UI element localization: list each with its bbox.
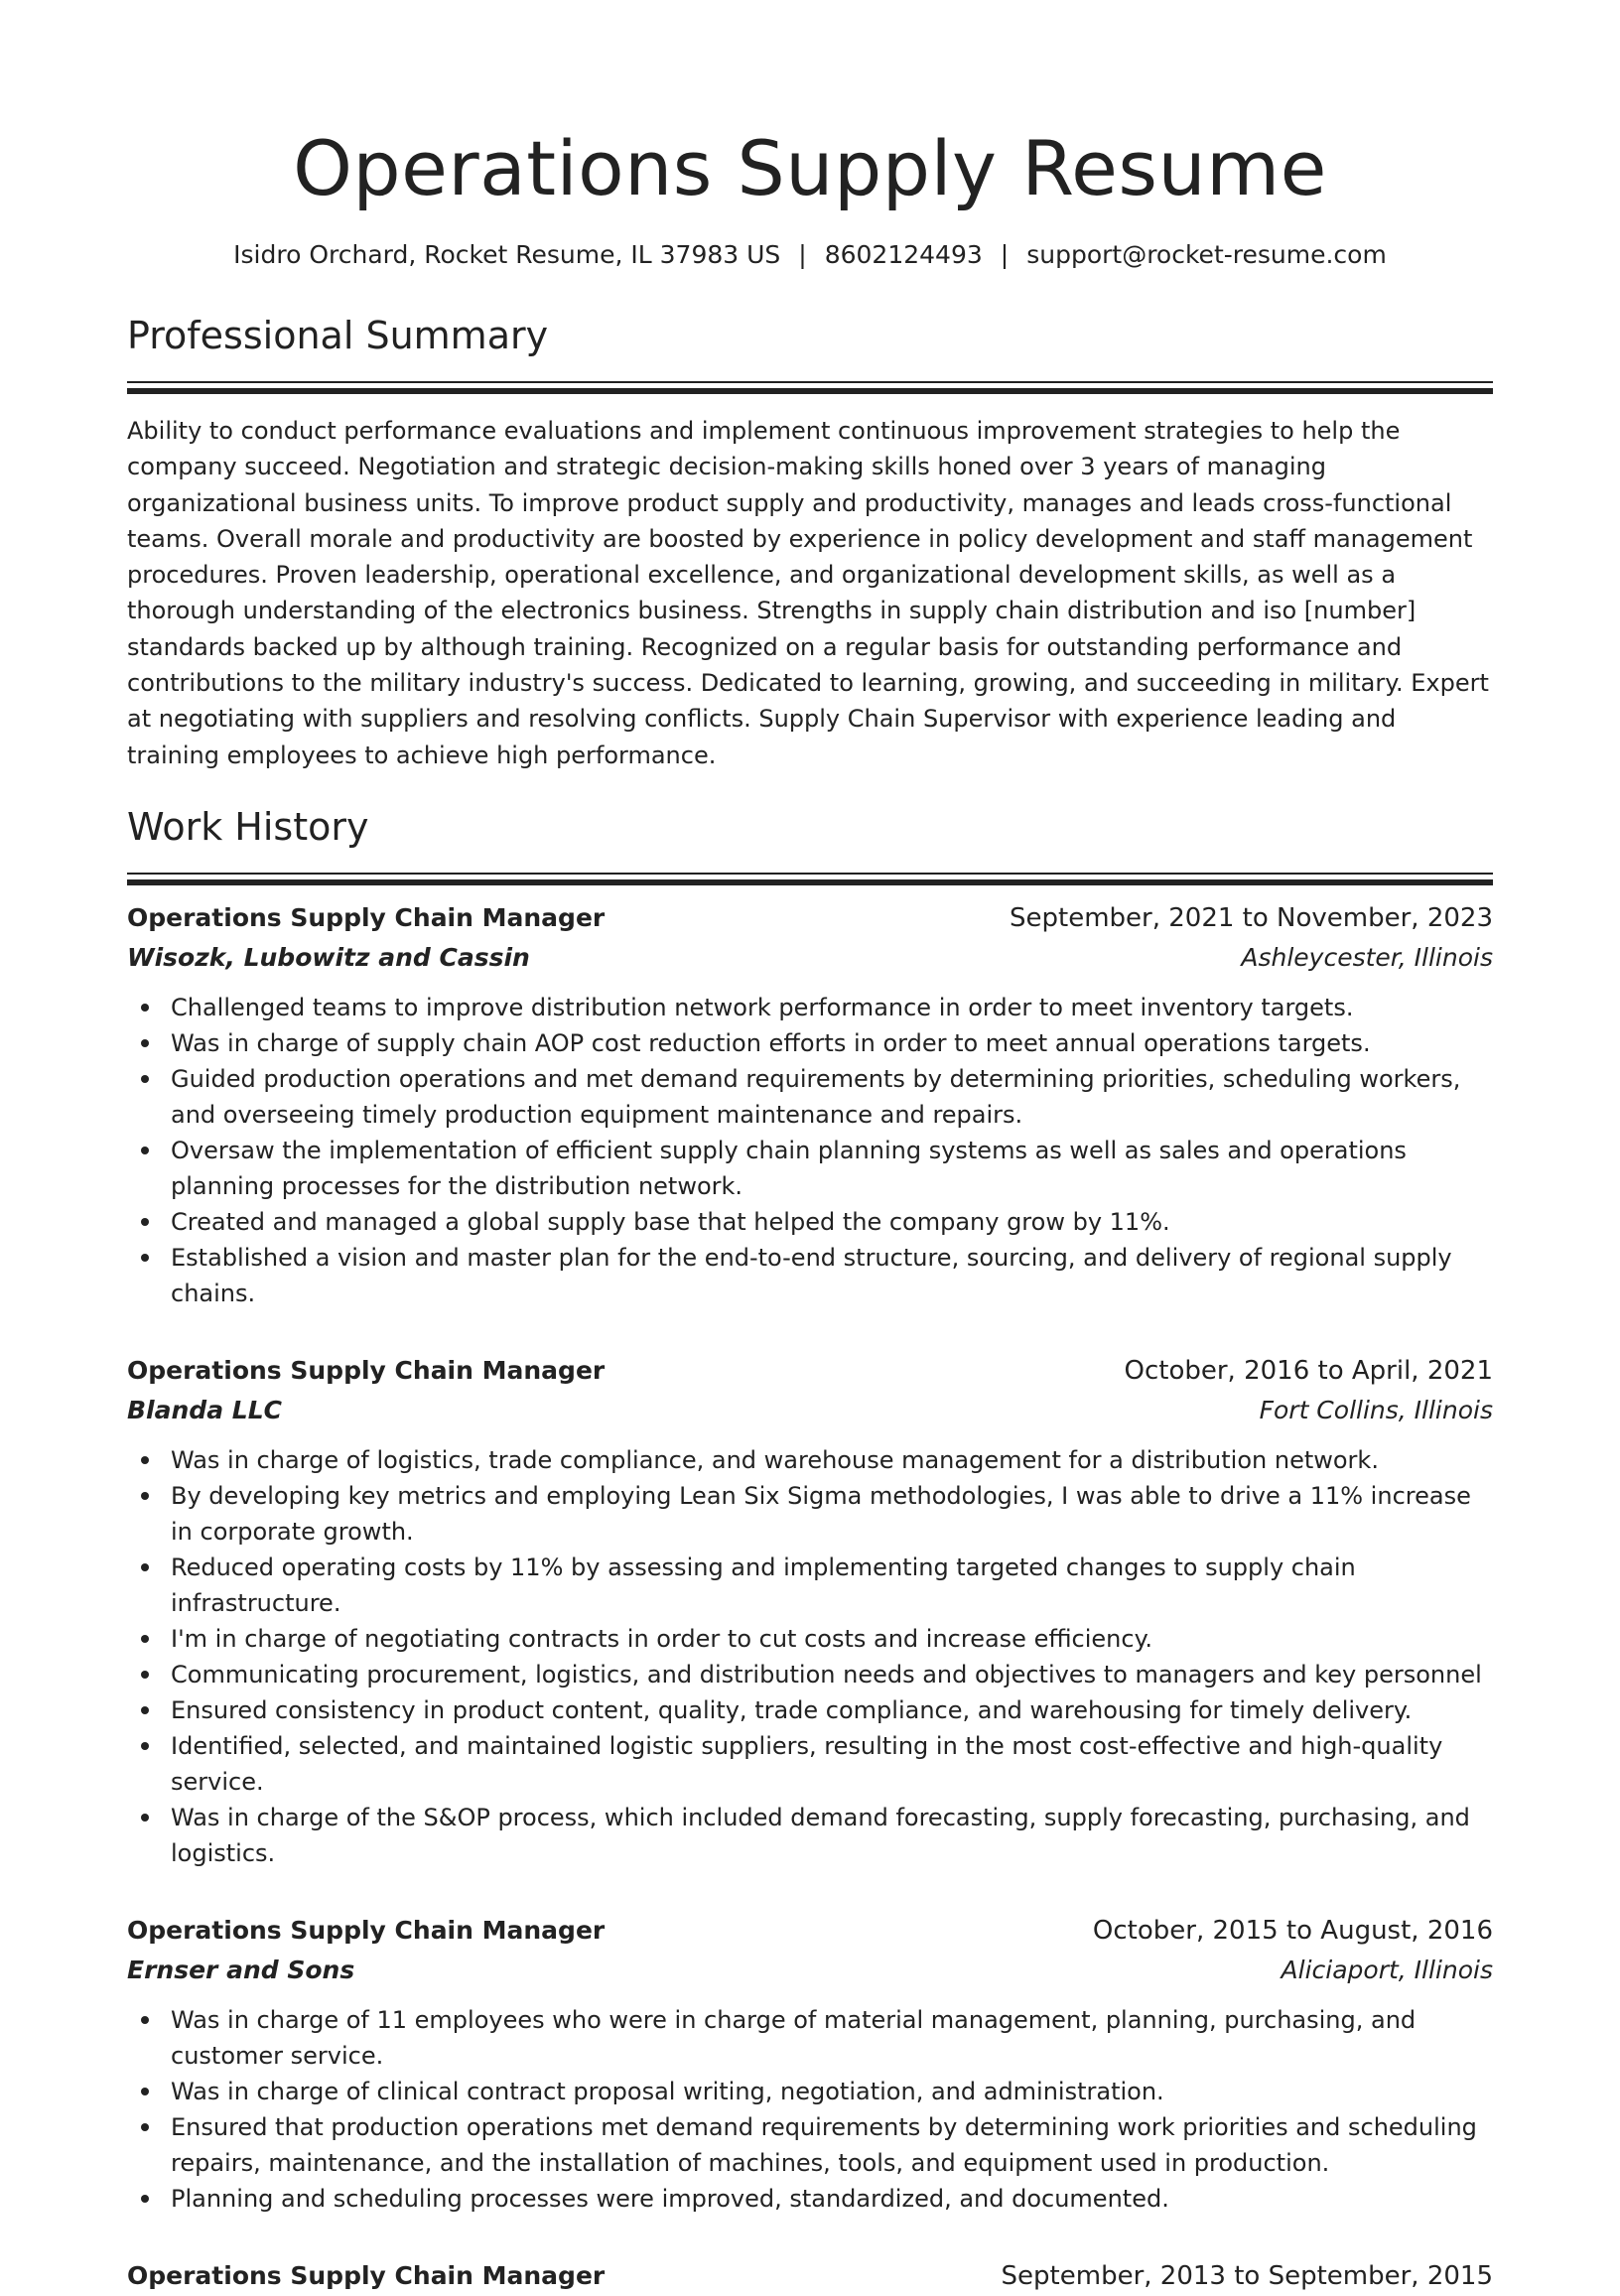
- job-bullet: Challenged teams to improve distribution network performance in order to meet inventory targets.: [127, 990, 1493, 1025]
- job-company-row: [127, 1391, 1493, 1430]
- work-history-section: [127, 801, 1493, 2296]
- job-header-row: [127, 1911, 1493, 1951]
- job-bullet: Identified, selected, and maintained logistic suppliers, resulting in the most cost-effective and high-quality service.: [127, 1728, 1493, 1800]
- contact-separator: |: [1000, 240, 1010, 269]
- job-company: Ernser and Sons: [127, 1955, 355, 1984]
- job-header-row: [127, 2256, 1493, 2296]
- job-bullet: Reduced operating costs by 11% by assessing and implementing targeted changes to supply chain infrastructure.: [127, 1550, 1493, 1621]
- job-location: Ashleycester, Illinois: [1241, 942, 1493, 972]
- job-title: Operations Supply Chain Manager: [127, 1915, 606, 1945]
- resume-page: [127, 0, 1493, 2296]
- job-bullet: I'm in charge of negotiating contracts in order to cut costs and increase efficiency.: [127, 1621, 1493, 1657]
- section-title-work-history: Work History: [127, 804, 369, 849]
- job-dates: October, 2016 to April, 2021: [1124, 1355, 1493, 1386]
- contact-separator: |: [798, 240, 807, 269]
- section-divider: [127, 381, 1493, 389]
- job-company: Wisozk, Lubowitz and Cassin: [127, 942, 530, 972]
- job-bullet: Was in charge of supply chain AOP cost reduction efforts in order to meet annual operations targets.: [127, 1025, 1493, 1061]
- contact-line: [127, 238, 1493, 272]
- job-bullet: By developing key metrics and employing Lean Six Sigma methodologies, I was able to drive a 11% increase in corporate growth.: [127, 1478, 1493, 1550]
- resume-title: Operations Supply Resume: [293, 124, 1327, 212]
- job-entry: [127, 1351, 1493, 1871]
- job-bullet: Communicating procurement, logistics, and distribution needs and objectives to managers and key personnel: [127, 1657, 1493, 1692]
- section-title-summary: Professional Summary: [127, 314, 549, 357]
- job-bullet: Was in charge of clinical contract proposal writing, negotiation, and administration.: [127, 2074, 1493, 2109]
- job-company-row: [127, 1951, 1493, 1990]
- job-title: Operations Supply Chain Manager: [127, 1355, 606, 1385]
- job-bullet: Planning and scheduling processes were improved, standardized, and documented.: [127, 2181, 1493, 2217]
- job-bullet: Ensured consistency in product content, quality, trade compliance, and warehousing for timely delivery.: [127, 1692, 1493, 1728]
- section-divider: [127, 873, 1493, 880]
- job-company-row: [127, 938, 1493, 978]
- job-header-row: [127, 898, 1493, 938]
- job-location: Fort Collins, Illinois: [1259, 1395, 1493, 1424]
- contact-phone: 8602124493: [824, 240, 983, 269]
- summary-text: Ability to conduct performance evaluations and implement continuous improvement strategies to help the company succeed. Negotiation and strategic decision-making skills honed over 3 years of managing organizational business units. To improve product supply and productivity, manages and leads cross-functional teams. Overall morale and productivity are boosted by experience in policy development and staff management procedures. Proven leadership, operational excellence, and organizational development skills, as well as a thorough understanding of the electronics business. Strengths in supply chain distribution and iso [number] standards backed up by although training. Recognized on a regular basis for outstanding performance and contributions to the military industry's success. Dedicated to learning, growing, and succeeding in military. Expert at negotiating with suppliers and resolving conflicts. Supply Chain Supervisor with experience leading and training employees to achieve high performance.: [127, 417, 1489, 769]
- job-bullet: Was in charge of logistics, trade compliance, and warehouse management for a distribution network.: [127, 1442, 1493, 1478]
- job-title: Operations Supply Chain Manager: [127, 2260, 606, 2290]
- job-dates: October, 2015 to August, 2016: [1092, 1915, 1493, 1946]
- job-bullet: Oversaw the implementation of efficient supply chain planning systems as well as sales and operations planning processes for the distribution network.: [127, 1133, 1493, 1204]
- job-bullet: Was in charge of the S&OP process, which included demand forecasting, supply forecasting, purchasing, and logistics.: [127, 1800, 1493, 1871]
- job-title: Operations Supply Chain Manager: [127, 902, 606, 932]
- job-bullet-list: [127, 990, 1493, 1311]
- job-bullet: Ensured that production operations met demand requirements by determining work priorities and scheduling repairs, maintenance, and the installation of machines, tools, and equipment used in production.: [127, 2109, 1493, 2181]
- job-entry: [127, 1911, 1493, 2217]
- job-bullet: Guided production operations and met demand requirements by determining priorities, scheduling workers, and overseeing timely production equipment maintenance and repairs.: [127, 1061, 1493, 1133]
- job-bullet: Established a vision and master plan for the end-to-end structure, sourcing, and delivery of regional supply chains.: [127, 1240, 1493, 1311]
- job-header-row: [127, 1351, 1493, 1391]
- job-entry: [127, 2256, 1493, 2296]
- job-entry: [127, 898, 1493, 1311]
- job-bullet: Created and managed a global supply base that helped the company grow by 11%.: [127, 1204, 1493, 1240]
- job-bullet-list: [127, 1442, 1493, 1871]
- contact-address: Isidro Orchard, Rocket Resume, IL 37983 US: [233, 240, 781, 269]
- job-list: [127, 898, 1493, 2296]
- job-bullet-list: [127, 2002, 1493, 2217]
- contact-email: support@rocket-resume.com: [1026, 240, 1387, 269]
- job-company: Blanda LLC: [127, 1395, 282, 1424]
- professional-summary-section: [127, 310, 1493, 773]
- job-dates: September, 2013 to September, 2015: [1001, 2260, 1493, 2291]
- job-dates: September, 2021 to November, 2023: [1010, 902, 1493, 933]
- job-bullet: Was in charge of 11 employees who were in charge of material management, planning, purchasing, and customer service.: [127, 2002, 1493, 2074]
- job-location: Aliciaport, Illinois: [1281, 1955, 1493, 1984]
